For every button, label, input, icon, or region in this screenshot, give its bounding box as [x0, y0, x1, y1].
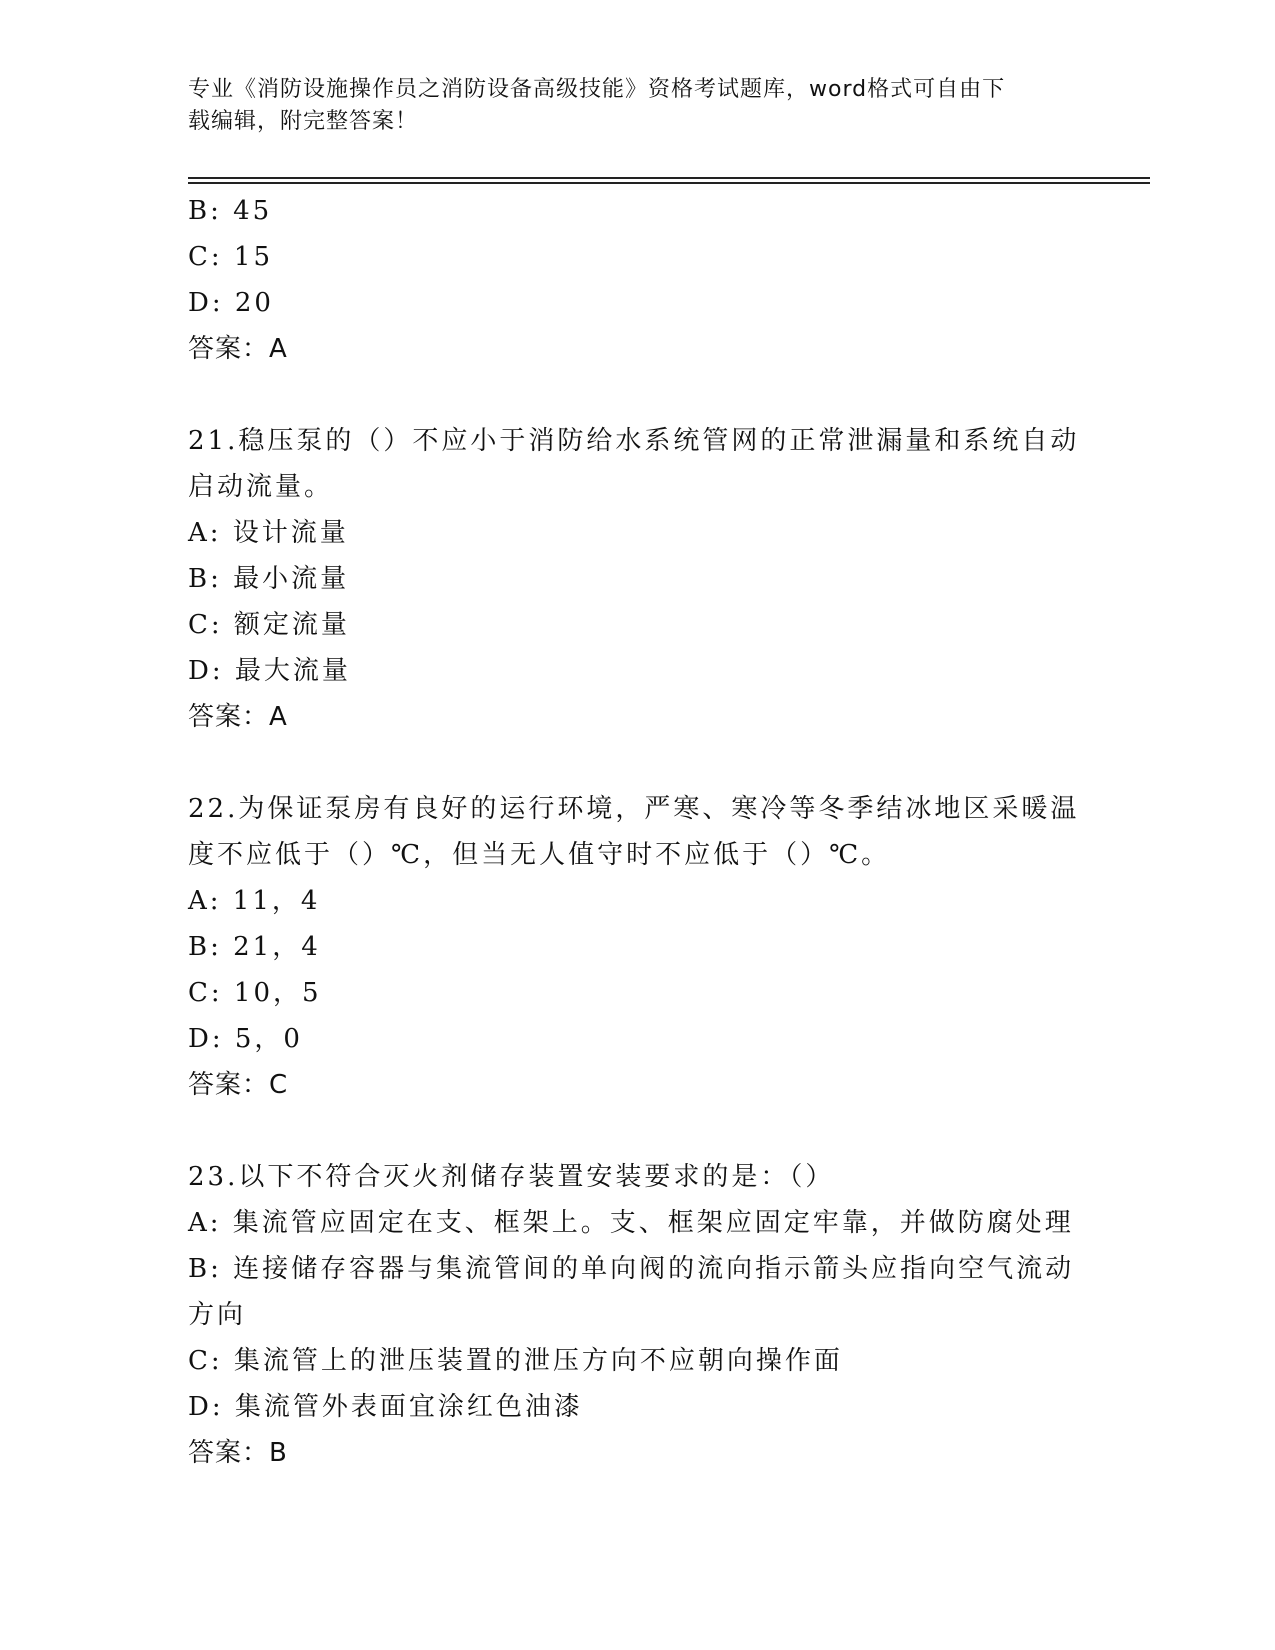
option-a: A: 设计流量 [188, 518, 349, 548]
question-content [188, 188, 1088, 1476]
document-header [188, 74, 1068, 138]
spacer [188, 1108, 1088, 1154]
option-c: C: 10，5 [188, 978, 322, 1008]
option-c: C: 额定流量 [188, 610, 350, 640]
header-divider-bottom [188, 182, 1150, 184]
option-a: A: 集流管应固定在支、框架上。支、框架应固定牢靠，并做防腐处理 [188, 1208, 1074, 1238]
question-stem: 22.为保证泵房有良好的运行环境，严寒、寒冷等冬季结冰地区采暖温 [188, 794, 1080, 824]
question-stem: 度不应低于（）℃，但当无人值守时不应低于（）℃。 [188, 840, 891, 870]
answer: 答案：A [188, 334, 288, 364]
header-line-2: 载编辑，附完整答案！ [188, 109, 419, 134]
option-c: C: 集流管上的泄压装置的泄压方向不应朝向操作面 [188, 1346, 843, 1376]
spacer [188, 740, 1088, 786]
question-stem: 启动流量。 [188, 472, 334, 502]
answer: 答案：A [188, 702, 288, 732]
option-d: D: 20 [188, 288, 274, 318]
answer: 答案：C [188, 1070, 289, 1100]
question-stem: 23.以下不符合灭火剂储存装置安装要求的是：（） [188, 1162, 835, 1192]
question-stem: 21.稳压泵的（）不应小于消防给水系统管网的正常泄漏量和系统自动 [188, 426, 1080, 456]
option-c: C: 15 [188, 242, 274, 272]
option-b: B: 45 [188, 196, 273, 226]
option-b: B: 最小流量 [188, 564, 350, 594]
header-line-1: 专业《消防设施操作员之消防设备高级技能》资格考试题库，word格式可自由下 [188, 77, 1006, 102]
spacer [188, 372, 1088, 418]
option-b-continued: 方向 [188, 1300, 247, 1330]
answer: 答案：B [188, 1438, 288, 1468]
option-d: D: 集流管外表面宜涂红色油漆 [188, 1392, 583, 1422]
option-d: D: 5，0 [188, 1024, 303, 1054]
header-divider-top [188, 177, 1150, 179]
option-b: B: 连接储存容器与集流管间的单向阀的流向指示箭头应指向空气流动 [188, 1254, 1075, 1284]
option-a: A: 11，4 [188, 886, 321, 916]
option-d: D: 最大流量 [188, 656, 351, 686]
option-b: B: 21，4 [188, 932, 321, 962]
